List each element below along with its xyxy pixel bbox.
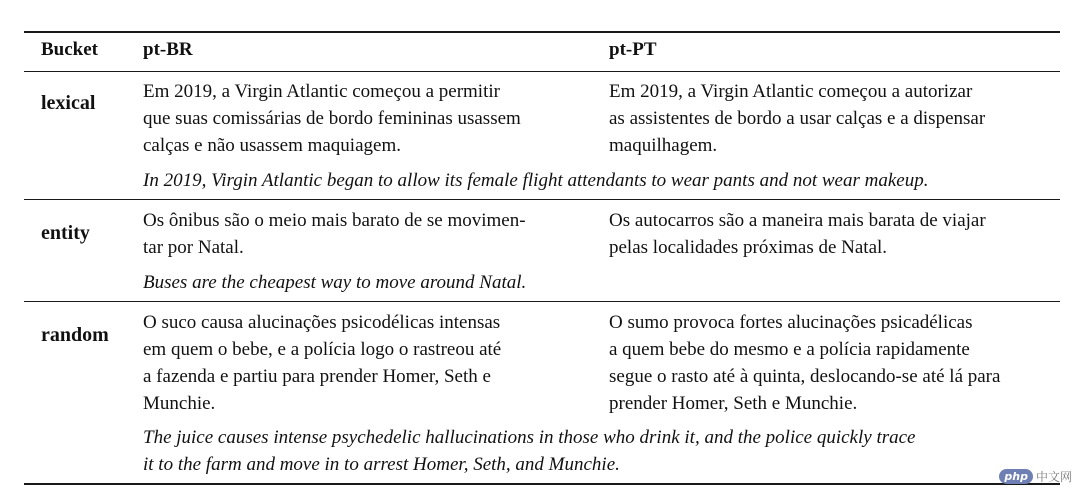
cell-line: Os ônibus são o meio mais barato de se movimen- bbox=[143, 210, 526, 231]
cell-line: segue o rasto até à quinta, deslocando-se até lá para bbox=[609, 366, 1001, 387]
cell-line: O sumo provoca fortes alucinações psicadélicas bbox=[609, 312, 973, 333]
cell-line: maquilhagem. bbox=[609, 135, 718, 156]
cell-line: calças e não usassem maquiagem. bbox=[143, 135, 401, 156]
translation-line: In 2019, Virgin Atlantic began to allow its female flight attendants to wear pants and not wear makeup. bbox=[143, 170, 929, 191]
bucket-random: random bbox=[41, 324, 109, 346]
english-translation bbox=[143, 424, 916, 478]
cell-line: O suco causa alucinações psicodélicas intensas bbox=[143, 312, 501, 333]
cell-line: a fazenda e partiu para prender Homer, Seth e bbox=[143, 366, 491, 387]
cell-line: pelas localidades próximas de Natal. bbox=[609, 237, 888, 258]
bucket-lexical: lexical bbox=[41, 92, 96, 114]
row-rule bbox=[24, 301, 1060, 302]
cell-line: Munchie. bbox=[143, 393, 216, 414]
header-bucket: Bucket bbox=[41, 39, 98, 60]
cell-line: em quem o bebe, e a polícia logo o rastreou até bbox=[143, 339, 502, 360]
english-translation bbox=[143, 167, 928, 194]
cell-line: Os autocarros são a maneira mais barata de viajar bbox=[609, 210, 986, 231]
table-top-rule bbox=[24, 31, 1060, 33]
header-pt-br: pt-BR bbox=[143, 39, 193, 60]
pt-pt-cell bbox=[609, 309, 1048, 417]
pt-pt-cell bbox=[609, 78, 1048, 159]
pt-br-cell bbox=[143, 309, 583, 417]
cell-line: Em 2019, a Virgin Atlantic começou a autorizar bbox=[609, 81, 973, 102]
bucket-entity: entity bbox=[41, 222, 90, 244]
cell-line: que suas comissárias de bordo femininas usassem bbox=[143, 108, 521, 129]
watermark-logo: php bbox=[999, 469, 1033, 484]
cell-line: a quem bebe do mesmo e a polícia rapidamente bbox=[609, 339, 970, 360]
cell-line: prender Homer, Seth e Munchie. bbox=[609, 393, 858, 414]
english-translation bbox=[143, 269, 526, 296]
header-rule bbox=[24, 71, 1060, 72]
translation-line: it to the farm and move in to arrest Homer, Seth, and Munchie. bbox=[143, 454, 620, 475]
pt-pt-cell bbox=[609, 207, 1048, 261]
cell-line: tar por Natal. bbox=[143, 237, 244, 258]
cell-line: Em 2019, a Virgin Atlantic começou a permitir bbox=[143, 81, 500, 102]
watermark-text: 中文网 bbox=[1035, 470, 1072, 484]
translation-line: The juice causes intense psychedelic hallucinations in those who drink it, and the police quickly trace bbox=[143, 427, 916, 448]
row-rule bbox=[24, 199, 1060, 200]
cell-line: as assistentes de bordo a usar calças e a dispensar bbox=[609, 108, 986, 129]
pt-br-cell bbox=[143, 78, 583, 159]
watermark bbox=[999, 468, 1072, 485]
header-pt-pt: pt-PT bbox=[609, 39, 657, 60]
table-bottom-rule bbox=[24, 483, 1060, 485]
translation-line: Buses are the cheapest way to move around Natal. bbox=[143, 272, 527, 293]
pt-br-cell bbox=[143, 207, 583, 261]
